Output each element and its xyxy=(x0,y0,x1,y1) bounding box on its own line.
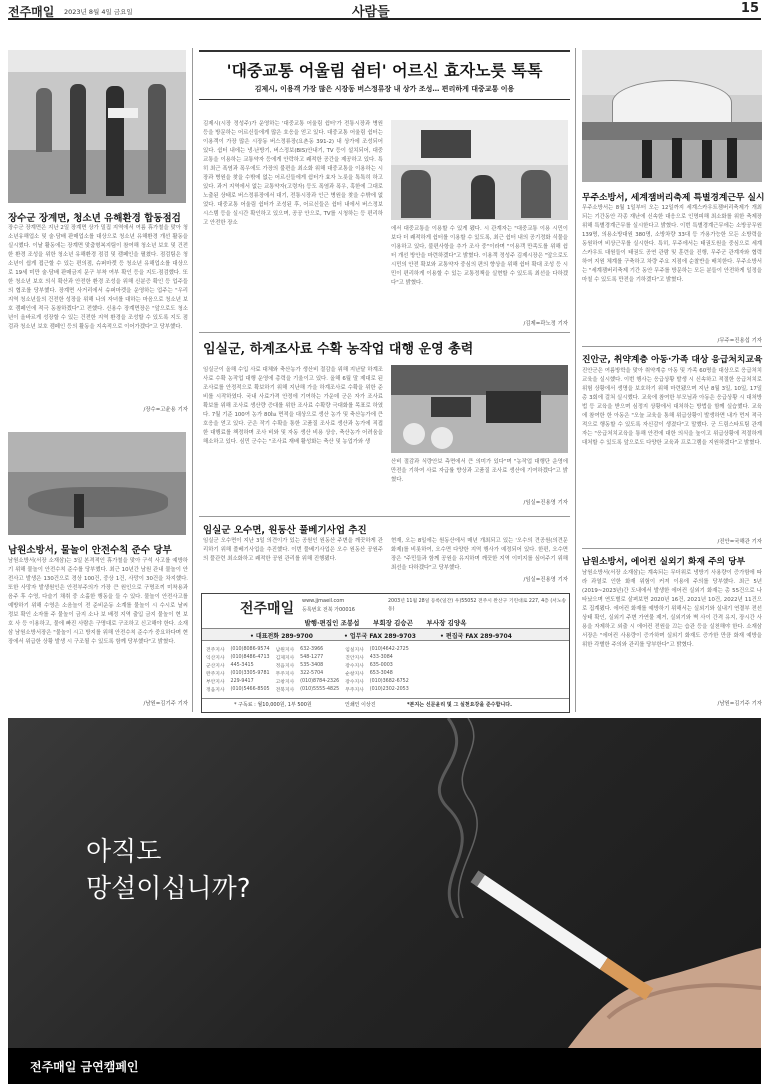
header-logo: 전주매일 xyxy=(8,5,55,19)
article-body: 산비 절감과 식량안보 측면에서 큰 의미가 있다"며 "농작업 대행단 운영에 만전을 기하여 사료 자급률 향상과 고품질 조사료 생산에 기여하겠다"고 밝혔다. xyxy=(391,459,568,483)
masthead-ethics: *본지는 신문윤리 및 그 실천요강을 준수합니다. xyxy=(407,702,512,708)
article-title: 장수군 장계면, 청소년 유해환경 합동점검 xyxy=(8,213,181,224)
branch-phone: 632-3966 xyxy=(300,647,324,652)
masthead-printer: 인쇄인 이상진 xyxy=(345,702,376,708)
masthead-box xyxy=(201,593,570,713)
article-photo xyxy=(582,50,762,182)
branch-name: 정읍지사 xyxy=(275,664,295,669)
article-title: 남원소방서, 물놀이 안전수칙 준수 당부 xyxy=(8,545,172,556)
branch-phone: (010)5555-4825 xyxy=(300,687,340,692)
article-body: 현재, 오는 8일에는 원동산에서 매년 개최되고 있는 '오수의 견공원(의견문화제)를 비롯하여, 오수면 다양한 지역 행사가 예정되어 있다. 한편, 오수면장은 "주민들과 함께 공원을 유지하며 깨끗한 지역 이미지를 심어주기 위해 최선을 다하겠다"고 당부했다. xyxy=(391,538,568,571)
article-byline: /김제=곽노정 기자 xyxy=(523,321,568,327)
branch-phone: (010)3305-9781 xyxy=(230,671,270,676)
branch-name: 전북지사 xyxy=(275,688,295,693)
branch-phone: (010)5466-8505 xyxy=(230,687,270,692)
article-body: 에서 대중교통을 이용할 수 있게 됐다. 시 관계자는 "대중교통 이용 시민이 보다 더 쾌적하게 쉼터를 이용할 수 있도록, 최근 쉼터 내의 공기정화 식물을 이용하고 있다, 불편사항을 추가 조사 중"이라며 "이용객 만족도를 위해 쉼터 개선 방안을 마련하겠다"고 밝혔다. 이용객 정성주 김제시장은 "앞으로도 시민의 안전 확보와 교통약자 중심의 편의 향상을 위해 쉼터 확대 조성 등 시민이 편리하게 이용할 수 있는 교통정책을 실현할 수 있도록 최선을 다하겠다"고 밝혔다. xyxy=(391,226,568,286)
branch-name: 임실지사 xyxy=(345,648,364,653)
article-photo xyxy=(391,120,568,220)
article-byline: /임실=진용영 기자 xyxy=(523,500,568,506)
section-divider xyxy=(582,346,762,347)
article-photo xyxy=(391,365,568,453)
branch-phone: (010)8784-2326 xyxy=(300,679,340,684)
branch-name: 고창지사 xyxy=(275,680,295,685)
branch-name: 전주지사 xyxy=(206,648,225,653)
article-body: 진안군은 여름방학을 맞아 취약계층 아동 및 가족 60명을 대상으로 응급처치 교육을 실시했다. 이번 행사는 응급상황 발생 시 신속하고 적절한 응급처치로 위험 상황에서 생명을 보호하기 위해 마련됐으며 지난 8월 3일, 10일, 17일 총 3회에 걸쳐 실시했다. 교육에 참여한 부모님과 아동은 응급상황 시 대처방법 등 교육을 받으며 심정지 상황에서 대처하는 방법을 함께 실습했다. 교육에 참여한 한 아동은 "오늘 교육을 통해 위급상황이 발생하면 내가 먼저 적극적으로 행동할 수 있도록 자신감이 생겼다"고 말했다. 군 드림스타트팀 관계자는 "응급처치교육을 통해 안전에 대한 의식을 높이고 위급상황에 적절하게 대처할 수 있도록 앞으로도 다양한 교육과 프로그램을 지원하겠다"고 밝혔다. xyxy=(582,368,762,446)
header-date: 2023년 8월 4일 금요일 xyxy=(64,8,133,16)
branch-row xyxy=(206,646,415,654)
branch-name: 정읍지사 xyxy=(206,688,225,693)
branch-row xyxy=(206,678,415,686)
masthead-subscription: * 구독료 : 월10,000원, 1부 500원 xyxy=(234,702,312,708)
article-title: 임실군 오수면, 원동산 풀베기사업 추진 xyxy=(203,525,367,536)
ad-footer-text: 전주매일 금연캠페인 xyxy=(30,1060,139,1074)
branch-name: 완주지사 xyxy=(206,672,225,677)
header-page-number: 15 xyxy=(740,1,759,16)
article-body: 무주소방서는 8월 1일부터 오는 12일까지 세계스카우트잼버리축제가 개최되는 기간동안 각종 재난에 신속한 대응으로 인명피해 최소화를 위한 축제장 위해 특별경계근무를 실시한다고 밝혔다. 이번 특별경계근무에는 소방공무원 139명, 의용소방대원 380명, 소방차량 33대 등 가용가능한 모든 소방력을 동원하여 비상근무를 실시한다. 특히, 무주에서는 태권도원을 중심으로 세계스카우트 대원들이 태권도 공연 관람 및 훈련을 진행, 무주군 관계자와 협력하여 지원 체계를 구축하고 차량 주요 지점에 순찰반을 배치한다. 무주소방서는 "세계잼버리축제 기간 동안 무주를 방문하는 모든 분들이 안전하게 일정을 마칠 수 있도록 만전을 기하겠다"고 밝혔다. xyxy=(582,205,762,283)
branch-phone: 433-3084 xyxy=(369,655,393,660)
article-headline: '대중교통 어울림 쉼터' 어르신 효자노릇 톡톡 xyxy=(226,61,543,80)
article-title: 무주소방서, 세계잼버리축제 특별경계근무 실시 xyxy=(582,193,764,203)
branch-phone: (010)3682-6752 xyxy=(369,679,409,684)
article-body: 남원소방서(서장 소재삼)는 계속되는 무더위로 냉방기 사용량이 증가함에 따라 과열로 인한 화재 위험이 커져 이용에 주의를 당부했다. 최근 5년(2019~2023년)간 도내에서 발생한 에어컨 실외기 화재는 총 55건으로 나타났으며 연도별로 살펴보면 2020년 16건, 2021년 10건, 2022년 11건으로 집계됐다. 에어컨 화재를 예방하기 위해서는 실외기와 실내기 연결부 전선 상태 확인, 실외기 주변 가연물 제거, 실외기와 벽 사이 간격 유지, 장시간 사용을 자제하고 외출 시 에어컨 전원을 끄는 습관 등을 실천해야 한다. 소재삼 서장은 "에어컨 사용량이 증가하며 실외기 화재도 증가한 만큼 화재 예방을 위한 각별한 주의와 관리를 당부한다"고 밝혔다. xyxy=(582,570,762,648)
header-section: 사람들 xyxy=(352,5,390,20)
article-byline: /무주=진용섭 기자 xyxy=(717,338,762,344)
article-body: 장수군 장계면은 지난 2일 장계면 상가 밀집 지역에서 여름 휴가철을 맞아 청소년유해업소 및 술·담배 판매업소를 대상으로 청소년 유해환경 개선 활동을 실시했다. 이날 활동에는 장계면 맞춤형복지팀이 참여해 청소년 보호 및 건전한 환경 조성을 위한 청소년 유해환경 점검 및 캠페인을 펼쳤다. 점검팀은 청소년이 쉽게 접근할 수 있는 편의점, 슈퍼마켓 등 청소년 유해업소를 대상으로 19세 미만 술·담배 판매금지 문구 부착 여부 확인 등을 지도·점검했다. 또한 청소년 보호 의식 확산과 안전한 환경 조성을 위해 신분증 확인 등 업주들의 협조를 당부했다. 장계면 사거리에서 슈퍼마켓을 운영하는 업주는 "우리 지역 청소년들의 건전한 성장을 위해 나의 자녀를 대하는 마음으로 청소년 보호 캠페인에 적극 동참하겠다"고 전했다. 신용수 장계면장은 "앞으로도 청소년이 올바르게 성장할 수 있는 건전한 지역 환경을 조성할 수 있도록 지도 점검과 청소년 보호 캠페인 등의 활동을 지속적으로 이어가겠다"고 당부했다. xyxy=(8,225,188,330)
branch-name: 남원지사 xyxy=(275,648,295,653)
article-photo xyxy=(8,432,186,535)
ad-headline: 아직도 xyxy=(86,837,162,867)
masthead-url: www.jjmaeil.com xyxy=(302,598,345,604)
hand-cigarette-illustration xyxy=(448,858,761,1048)
masthead-address: 2003년 11월 28일 등록(일간) 우)55052 전주시 완산구 기린대로 227, 4층 (서노송동) xyxy=(388,599,567,612)
masthead-name: 전주매일 xyxy=(240,601,295,617)
branch-phone: 229-9417 xyxy=(230,679,254,684)
article-byline: /남원=김기주 기자 xyxy=(143,701,188,707)
branch-phone: 445-3415 xyxy=(230,663,254,668)
branch-phone: 535-3408 xyxy=(300,663,324,668)
masthead-phone: • 대표전화 289-9700 xyxy=(250,633,313,640)
branch-phone: 548-1277 xyxy=(300,655,324,660)
branch-table xyxy=(206,646,415,694)
article-byline: /진안=국해관 기자 xyxy=(717,539,762,545)
branch-name: 김제지사 xyxy=(275,656,295,661)
article-title: 남원소방서, 에어컨 실외기 화재 주의 당부 xyxy=(582,557,746,567)
branch-row xyxy=(206,686,415,694)
branch-name: 부안지사 xyxy=(206,680,225,685)
branch-phone: 653-3048 xyxy=(369,671,393,676)
branch-name: 순창지사 xyxy=(345,672,364,677)
section-divider xyxy=(199,332,570,333)
article-subtitle: 김제시, 이용객 가장 많은 시장동 버스정류장 내 상가 조성… 편리하게 대중교통 이용 xyxy=(254,85,515,93)
branch-name: 익산지사 xyxy=(206,656,225,661)
branch-phone: 635-0003 xyxy=(369,663,393,668)
branch-phone: (010)2302-2053 xyxy=(369,687,409,692)
ad-headline: 망설이십니까? xyxy=(86,874,251,904)
branch-phone: (010)4642-2725 xyxy=(369,647,409,652)
article-byline: /장수=고윤용 기자 xyxy=(143,407,188,413)
branch-row xyxy=(206,654,415,662)
branch-name: 군산지사 xyxy=(206,664,225,669)
article-body: 임실군 오수면이 지난 3일 의견이가 있는 공원인 원동산 주변을 깨끗하게 관리하기 위해 풀베기사업을 추진했다. 이번 풀베기사업은 오수 원동산 공원주의 풀관련 최소화하고 쾌적한 공원 관리를 위해 진행됐다. xyxy=(203,538,383,562)
section-divider xyxy=(582,548,762,549)
article-photo xyxy=(8,50,186,203)
article-body: 김제시(시장 정성주)가 운영하는 '대중교통 어울림 쉼터'가 전통시장과 병원 등을 방문하는 어르신들에게 많은 호응을 얻고 있다. 대중교통 어울림 쉼터는 이용객이 가장 많은 시장동 버스정류장(요촌동 391-2) 내 상가에 조성되어 있다. 쉼터 내에는 냉·난방기, 버스정보(BIS)안내기, TV 등이 설치되어, 대중교통을 이용하는 교통약자 등에게 안락하고 쾌적한 공간을 제공하고 있다. 특히 최근 폭염과 폭우에도 가장의 불편을 최소화 위해 대중교통을 이용하는 시장과 병원을 찾을 수밖에 없는 어르신들에게 쉼터가 효자 노릇을 톡톡히 하고 있다. 과거 지역에서 없는 교통약자(고령자) 등도 폭염과 폭우, 혹한에 그대로 노출된 상태로 버스정류장에서 대기, 전통시장과 인근 병원을 찾을 수밖에 없었다. 대중교통 어울림 쉼터가 조성된 후, 어르신들은 쉼터 내에서 버스정보시스템 등을 실시간 확인하고 있으며, 공공 안으로, TV를 시청하는 등 편리하고 안전한 장소 xyxy=(203,121,383,226)
page-header xyxy=(8,0,761,20)
article-body: 임실군이 올해 수입 사료 대체와 축산농가 생산비 절감을 위해 지난달 하계조사료 수확 농작업 대행 운영에 총력을 기울이고 있다. 올해 6월 말 제대로 된 조사료를 안정적으로 확보하기 위해 지난해 가을 하계조사료 수확을 위한 준비를 시작하였다. 국내 사료가격 안정에 기여하는 가운데 군은 자가 조사료 확보를 위해 조사료 생산량 증대를 위한 조사료 수확량 극대화를 목표로 하였다. 7월 기준 100여 농가 80㏊ 면적을 대상으로 생산 농가 및 축산농가에 큰 호응을 얻고 있다. 군은 작기 수확을 통한 고품질 조사료 생산과 농가에 직접한 대행료를 책정하며 조사 비와 및 자동 생산 비용 상승, 축산농가 어려움을 해소하고 있다. 심민 군수는 "조사료 재배 활성화는 축산 및 농업가와 생 xyxy=(203,367,383,445)
branch-row xyxy=(206,662,415,670)
article-byline: /남원=김기주 기자 xyxy=(717,701,762,707)
article-byline: /임실=진용영 기자 xyxy=(523,577,568,583)
masthead-people: 발행·편집인 조봉섭 부회장 김승곤 부사장 김양옥 xyxy=(304,619,467,627)
ad-footer-bar xyxy=(8,1048,761,1084)
branch-name: 장수지사 xyxy=(345,664,364,669)
article-body: 남원소방서(서장 소재삼)는 3일 본격적인 휴가철을 맞아 구석 사고를 예방하기 위해 물놀이 안전수칙 준수를 당부했다. 최근 10년간 남원 관내 물놀이 안전사고 발생은 130건으로 경상 100건, 중상 1건, 사망이 30건을 차지했다. 또한 사망자 발생원인은 안전부주의가 가장 큰 원인으로 구명조끼 미착용과 음주 후 수영, 다슬기 채취 중 소홀한 행동을 들 수 있다. 물놀이 안전사고를 예방하기 위해 수영은 소음놀이 전 준비운동 소계를 물놀이 시 수시로 날씨 정보 확인 소자를 주 물놀이 금지 소나 보 배정 지역 출입 금지 물놀이 현 보호 사 등 이용하고, 물에 빠진 사람은 구명대로 구조하고 신고해야 한다. 소재삼 남원소방서장은 "물놀이 시고 방지를 위해 안전수칙 준수가 중요하다며 현장에서 위급한 상황 발생 시 구조될 수 있도록 함께 당부했다"고 밝혔다. xyxy=(8,558,188,645)
masthead-fax: • 편집국 FAX 289-9704 xyxy=(440,633,512,640)
masthead-fax: • 업무국 FAX 289-9703 xyxy=(344,633,416,640)
anti-smoking-ad xyxy=(8,718,761,1084)
branch-name: 무주지사 xyxy=(345,688,364,693)
masthead-registration: 등록번호 전북 가00016 xyxy=(302,607,355,613)
article-title: 진안군, 취약계층 아동·가족 대상 응급처치교육 xyxy=(582,355,763,365)
branch-phone: 322-5704 xyxy=(300,671,324,676)
branch-name: 무주지사 xyxy=(275,672,295,677)
column-divider xyxy=(575,48,576,712)
branch-row xyxy=(206,670,415,678)
branch-name: 진안지사 xyxy=(345,656,364,661)
article-headline: 임실군, 하계조사료 수확 농작업 대행 운영 총력 xyxy=(203,342,474,357)
branch-phone: (010)8486-4713 xyxy=(230,655,270,660)
branch-phone: (010)8086-9574 xyxy=(230,647,270,652)
column-divider xyxy=(192,48,193,712)
branch-name: 장수지사 xyxy=(345,680,364,685)
section-divider xyxy=(199,516,570,517)
